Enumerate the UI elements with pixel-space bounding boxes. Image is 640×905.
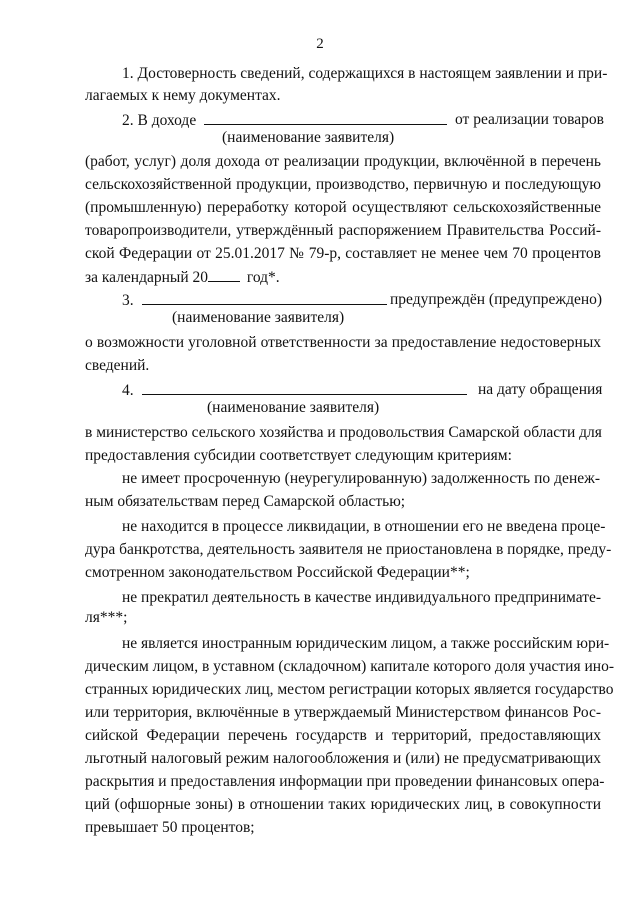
criterion1-line1: не имеет просроченную (неурегулированную) задолженность по денеж- [122, 470, 600, 487]
item4-applicant-blank [142, 380, 467, 395]
criterion4-line7: раскрытия и предоставления информации при проведении финансовых опера- [85, 773, 605, 790]
criterion3-line1: не прекратил деятельность в качестве индивидуального предпринимате- [122, 589, 602, 606]
item3-caption: (наименование заявителя) [172, 309, 345, 326]
item2-year-prefix: за календарный 20 [85, 269, 208, 286]
item4-caption: (наименование заявителя) [207, 399, 380, 416]
item2-suffix: от реализации товаров [455, 111, 604, 128]
item3-suffix: предупреждён (предупреждено) [390, 291, 603, 308]
item2-line5: ской Федерации от 25.01.2017 № 79-р, составляет не менее чем 70 процентов [85, 245, 601, 262]
page-number: 2 [316, 36, 324, 52]
criterion4-line1: не является иностранным юридическим лицом, а также российским юри- [122, 635, 610, 652]
criterion4-line6: льготный налоговый режим налогообложения и (или) не предусматривающих [85, 750, 601, 767]
item4-line1: в министерство сельского хозяйства и продовольствия Самарской области для [85, 424, 602, 441]
item2-year-row [85, 267, 280, 288]
item2-caption: (наименование заявителя) [222, 129, 395, 146]
item3-applicant-blank [142, 290, 387, 305]
item2-prefix: 2. В доходе [122, 112, 197, 129]
item2-line1: (работ, услуг) доля дохода от реализации продукции, включённой в перечень [85, 153, 601, 170]
item2-line2: сельскохозяйственной продукции, производство, первичную и последующую [85, 176, 601, 193]
item1-line2: лагаемых к нему документах. [85, 87, 281, 104]
item2-applicant-blank [204, 110, 447, 125]
item3-line1: о возможности уголовной ответственности за предоставление недостоверных [85, 334, 601, 351]
criterion1-line2: ным обязательствам перед Самарской областью; [85, 493, 406, 510]
criterion4-line8: ций (офшорные зоны) в отношении таких юридических лиц, в совокупности [85, 796, 601, 813]
item2-year-blank [208, 267, 240, 282]
item4-suffix: на дату обращения [478, 381, 603, 398]
criterion4-line3: странных юридических лиц, местом регистрации которых является государство [85, 681, 614, 698]
criterion4-line9: превышает 50 процентов; [85, 819, 255, 836]
item4-prefix: 4. [122, 382, 134, 399]
criterion4-line5: сийской Федерации перечень государств и территорий, предоставляющих [85, 727, 601, 744]
criterion3-line2: ля***; [85, 609, 128, 626]
criterion4-line2: дическим лицом, в уставном (складочном) капитале которого доля участия ино- [85, 658, 614, 675]
criterion2-line3: смотренном законодательством Российской Федерации**; [85, 564, 470, 581]
criterion2-line2: дура банкротства, деятельность заявителя не приостановлена в порядке, преду- [85, 541, 612, 558]
item2-year-suffix: год*. [246, 269, 280, 286]
criterion2-line1: не находится в процессе ликвидации, в отношении его не введена проце- [122, 518, 606, 535]
item3-line2: сведений. [85, 357, 150, 374]
item4-line2: предоставления субсидии соответствует следующим критериям: [85, 447, 512, 464]
item1-line1: 1. Достоверность сведений, содержащихся в настоящем заявлении и при- [122, 65, 608, 82]
item2-line3: (промышленную) переработку которой осуществляют сельскохозяйственные [85, 199, 601, 216]
criterion4-line4: или территория, включённые в утверждаемый Министерством финансов Рос- [85, 704, 601, 721]
item2-line4: товаропроизводители, утверждённый распоряжением Правительства Россий- [85, 222, 601, 239]
item3-prefix: 3. [122, 292, 134, 309]
